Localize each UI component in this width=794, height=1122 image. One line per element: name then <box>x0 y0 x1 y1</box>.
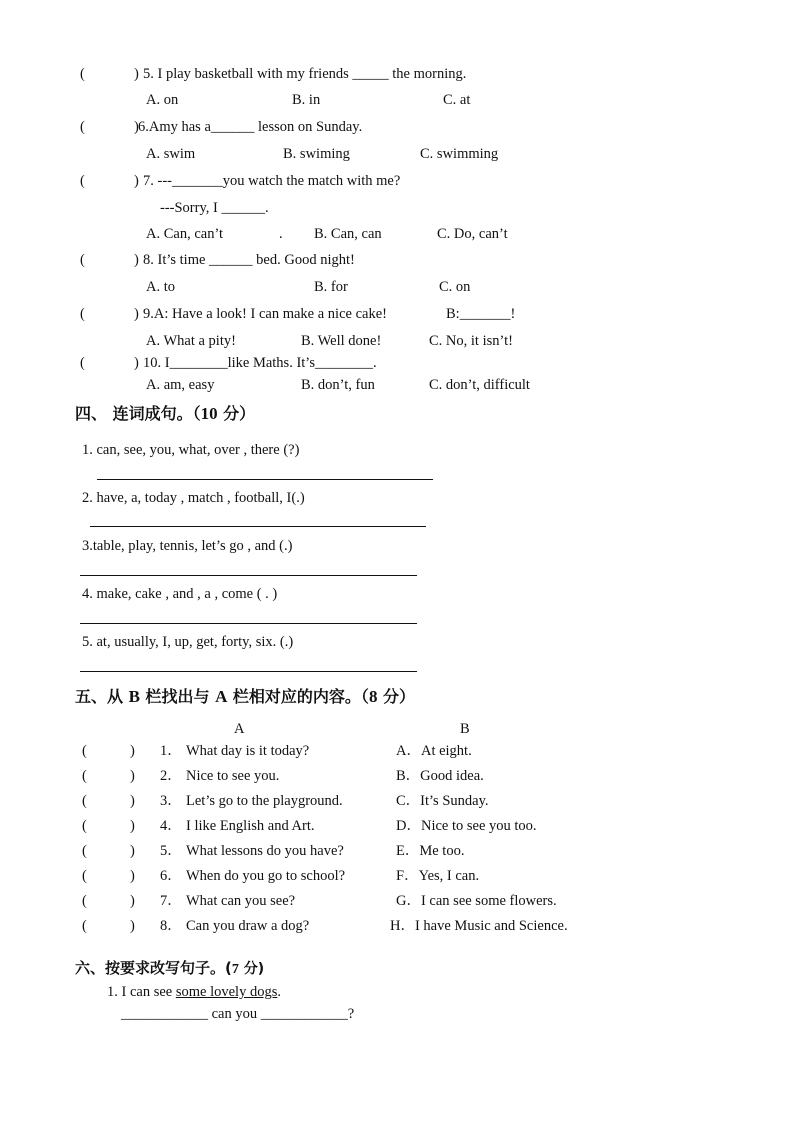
column-a-item: What can you see? <box>186 893 296 909</box>
rewrite-answer-1[interactable]: ____________ can you ____________? <box>121 1006 355 1022</box>
answer-line-4[interactable] <box>80 623 417 624</box>
section-5-title: 五、从 B 栏找出与 A 栏相对应的内容。（8 分） <box>75 687 416 706</box>
option-c: C. don’t, difficult <box>429 377 530 393</box>
question-response: B:_______! <box>446 306 516 322</box>
row-number: 7． <box>160 893 182 909</box>
answer-line-2[interactable] <box>90 526 426 527</box>
column-a-item: What day is it today? <box>186 743 310 759</box>
column-b-item: B．Good idea. <box>396 768 484 784</box>
answer-paren-open[interactable]: ( <box>82 793 87 809</box>
column-a-item: What lessons do you have? <box>186 843 344 859</box>
answer-paren-close: ) <box>134 252 139 268</box>
option-a: A. What a pity! <box>146 333 236 349</box>
word-order-item-1: 1. can, see, you, what, over , there (?) <box>82 442 300 458</box>
question-text: 6.Amy has a______ lesson on Sunday. <box>138 119 363 135</box>
answer-paren-open[interactable]: ( <box>82 768 87 784</box>
option-b: B. Well done! <box>301 333 382 349</box>
column-a-item: Nice to see you. <box>186 768 280 784</box>
option-c: C. Do, can’t <box>437 226 508 242</box>
answer-paren-open[interactable]: ( <box>80 119 85 135</box>
row-number: 1． <box>160 743 182 759</box>
column-a-item: I like English and Art. <box>186 818 315 834</box>
stray-dot: . <box>279 226 283 242</box>
answer-paren-open[interactable]: ( <box>80 173 85 189</box>
column-a-header: A <box>234 721 245 737</box>
answer-paren-open[interactable]: ( <box>80 66 85 82</box>
option-c: C. at <box>443 92 471 108</box>
answer-paren-open[interactable]: ( <box>82 918 87 934</box>
column-b-item: G．I can see some flowers. <box>396 893 557 909</box>
answer-paren-close: ) <box>130 893 135 909</box>
answer-paren-close: ) <box>134 355 139 371</box>
row-number: 6． <box>160 868 182 884</box>
answer-paren-close: ) <box>130 743 135 759</box>
option-a: A. am, easy <box>146 377 215 393</box>
answer-line-3[interactable] <box>80 575 417 576</box>
row-number: 3． <box>160 793 182 809</box>
answer-paren-open[interactable]: ( <box>82 868 87 884</box>
column-b-item: C．It’s Sunday. <box>396 793 489 809</box>
column-b-item: D．Nice to see you too. <box>396 818 537 834</box>
word-order-item-5: 5. at, usually, I, up, get, forty, six. (.) <box>82 634 294 650</box>
answer-paren-close: ) <box>130 918 135 934</box>
question-text: 9.A: Have a look! I can make a nice cake! <box>143 306 387 322</box>
answer-paren-close: ) <box>130 843 135 859</box>
option-a: A. Can, can’t <box>146 226 224 242</box>
row-number: 5． <box>160 843 182 859</box>
answer-paren-close: ) <box>130 793 135 809</box>
answer-paren-close: ) <box>130 768 135 784</box>
answer-paren-close: ) <box>134 306 139 322</box>
word-order-item-4: 4. make, cake , and , a , come ( . ) <box>82 586 278 602</box>
option-b: B. Can, can <box>314 226 382 242</box>
option-b: B. don’t, fun <box>301 377 375 393</box>
question-text: 5. I play basketball with my friends _____ the morning. <box>143 66 467 82</box>
row-number: 2． <box>160 768 182 784</box>
section-4-title: 四、 连词成句。（10 分） <box>75 404 256 423</box>
underlined-phrase: some lovely dogs <box>175 984 278 1000</box>
answer-paren-close: ) <box>130 818 135 834</box>
option-c: C. on <box>439 279 471 295</box>
question-text: 10. I________like Maths. It’s________. <box>143 355 377 371</box>
option-c: C. swimming <box>420 146 499 162</box>
rewrite-question-1: 1. I can see some lovely dogs. <box>107 984 281 1000</box>
question-reply: ---Sorry, I ______. <box>160 200 269 216</box>
answer-paren-close: ) <box>134 66 139 82</box>
option-c: C. No, it isn’t! <box>429 333 513 349</box>
answer-line-1[interactable] <box>97 479 433 480</box>
answer-paren-open[interactable]: ( <box>80 355 85 371</box>
column-b-item: F．Yes, I can. <box>396 868 480 884</box>
question-text: 7. ---_______you watch the match with me? <box>143 173 401 189</box>
answer-paren-open[interactable]: ( <box>82 818 87 834</box>
column-b-header: B <box>460 721 470 737</box>
option-b: B. for <box>314 279 348 295</box>
column-a-item: When do you go to school? <box>186 868 346 884</box>
question-text: 8. It’s time ______ bed. Good night! <box>143 252 355 268</box>
question-text: ) <box>134 119 139 135</box>
answer-paren-open[interactable]: ( <box>80 252 85 268</box>
column-b-item: E．Me too. <box>396 843 465 859</box>
option-a: A. on <box>146 92 179 108</box>
section-6-title: 六、按要求改写句子。(7 分) <box>75 959 265 977</box>
row-number: 8． <box>160 918 182 934</box>
option-b: B. swiming <box>283 146 350 162</box>
word-order-item-2: 2. have, a, today , match , football, I(.) <box>82 490 305 506</box>
answer-paren-close: ) <box>134 173 139 189</box>
column-a-item: Let’s go to the playground. <box>186 793 343 809</box>
word-order-item-3: 3.table, play, tennis, let’s go , and (.) <box>82 538 293 554</box>
option-a: A. to <box>146 279 175 295</box>
answer-paren-open[interactable]: ( <box>82 843 87 859</box>
option-b: B. in <box>292 92 321 108</box>
answer-line-5[interactable] <box>80 671 417 672</box>
option-a: A. swim <box>146 146 196 162</box>
column-a-item: Can you draw a dog? <box>186 918 310 934</box>
answer-paren-open[interactable]: ( <box>82 743 87 759</box>
column-b-item: A．At eight. <box>396 743 472 759</box>
row-number: 4． <box>160 818 182 834</box>
answer-paren-open[interactable]: ( <box>82 893 87 909</box>
column-b-item: H．I have Music and Science. <box>390 918 568 934</box>
answer-paren-close: ) <box>130 868 135 884</box>
answer-paren-open[interactable]: ( <box>80 306 85 322</box>
